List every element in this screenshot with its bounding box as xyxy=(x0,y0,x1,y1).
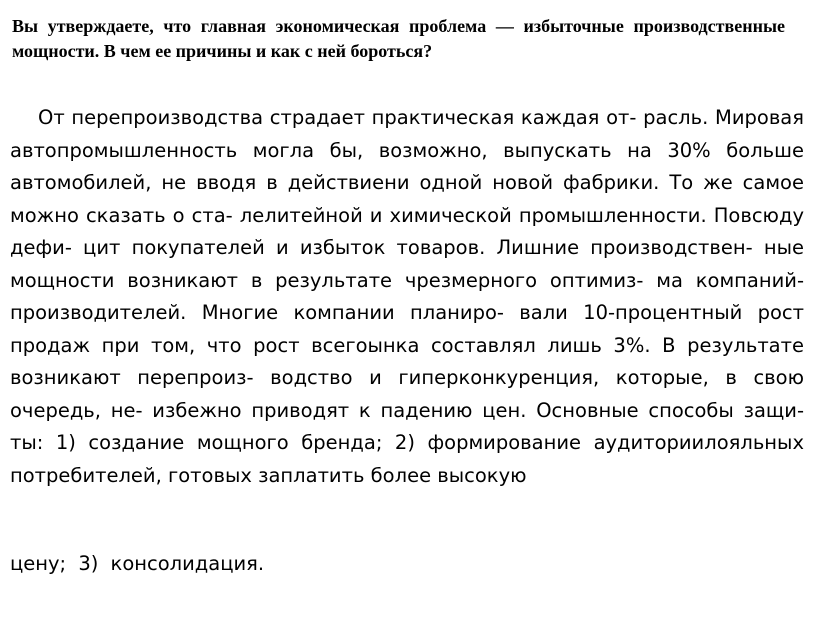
answer-final-line: цену; 3) консолидация. xyxy=(10,552,265,575)
question-heading: Вы утверждаете, что главная экономическая проблема — избыточные производственные мощности. В чем ее причины и как с ней бороться? xyxy=(12,16,785,61)
answer-paragraph: От перепроизводства страдает практическая каждая от- расль. Мировая автопромышленность могла бы, возможно, выпускать на 30% больше автомобилей, не вводя в действиени одной новой фабрики. То же самое можно сказать о ста- лелитейной и химической промышленности. Повсюду дефи- цит покупателей и избыток товаров. Лишние производствен- ные мощности возникают в результате чрезмерного оптимиз- ма компаний-производителей. Многие компании планиро- вали 10-процентный рост продаж при том, что рост всегоынка составлял лишь 3%. В результате возникают перепроиз- водство и гиперконкуренция, которые, в свою очередь, не- избежно приводят к падению цен. Основные способы защи- ты: 1) создание мощного бренда; 2) формирование аудиториилояльных потребителей, готовых заплатить более высокую xyxy=(10,106,804,487)
